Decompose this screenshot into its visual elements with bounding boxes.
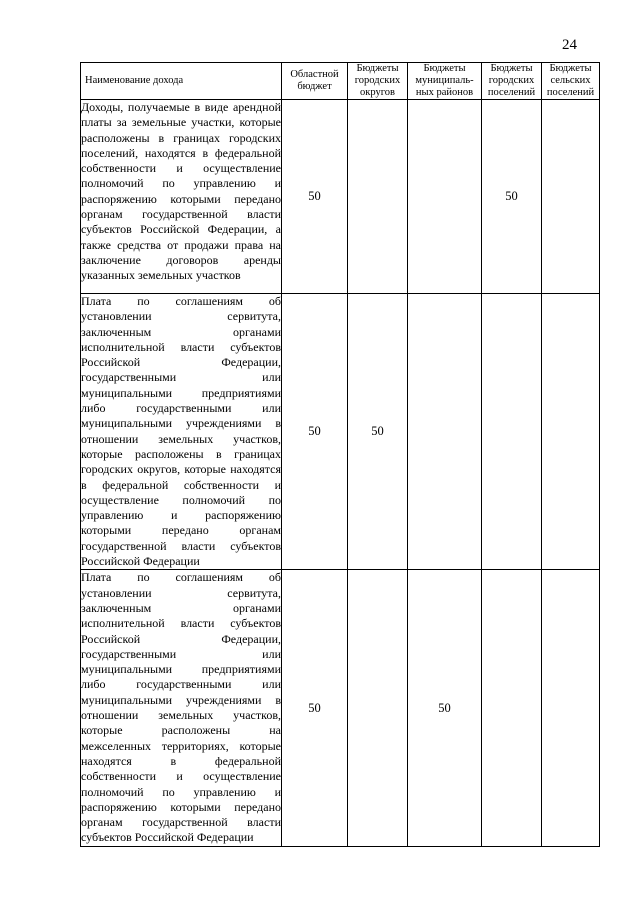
value-cell: 50 <box>482 100 542 294</box>
header-municipal-district-budgets: Бюджеты муниципаль-ных районов <box>408 63 482 100</box>
value-cell: 50 <box>282 100 348 294</box>
header-urban-settlement-budgets: Бюджеты городских поселений <box>482 63 542 100</box>
table-row <box>81 294 600 570</box>
table-row <box>81 570 600 846</box>
value-cell: 50 <box>408 570 482 846</box>
value-cell <box>348 100 408 294</box>
value-cell <box>482 294 542 570</box>
value-cell <box>408 100 482 294</box>
header-regional-budget: Областной бюджет <box>282 63 348 100</box>
value-cell <box>542 570 600 846</box>
income-name-cell: Плата по соглашениям об установлении сервитута, заключенным органами исполнительной власти субъектов Российской Федерации, государственными или муниципальными предприятиями либо государственными или муниципальными учреждениями в отношении земельных участков, которые расположены на межселенных территориях, которые находятся в федеральной собственности и осуществление полномочий по управлению и распоряжению которыми передано органам государственной власти субъектов Российской Федерации <box>81 570 281 845</box>
value-cell <box>408 294 482 570</box>
income-distribution-table <box>80 62 600 847</box>
header-income-name: Наименование дохода <box>81 63 282 100</box>
value-cell <box>542 100 600 294</box>
header-rural-settlement-budgets: Бюджеты сельских поселений <box>542 63 600 100</box>
page-number: 24 <box>562 37 577 53</box>
income-name-cell: Плата по соглашениям об установлении сервитута, заключенным органами исполнительной власти субъектов Российской Федерации, государственными или муниципальными предприятиями либо государственными или муниципальными учреждениями в отношении земельных участков, которые расположены в границах городских округов, которые находятся в федеральной собственности и осуществление полномочий по управлению и распоряжению которыми передано органам государственной власти субъектов Российской Федерации <box>81 294 281 569</box>
value-cell <box>542 294 600 570</box>
header-city-district-budgets: Бюджеты городских округов <box>348 63 408 100</box>
value-cell <box>348 570 408 846</box>
value-cell: 50 <box>282 294 348 570</box>
value-cell <box>482 570 542 846</box>
table-row <box>81 100 600 294</box>
income-name-cell: Доходы, получаемые в виде арендной платы за земельные участки, которые расположены в границах городских поселений, находятся в федеральной собственности и осуществление полномочий по управлению и распоряжению которыми передано органам государственной власти субъектов Российской Федерации, а также средства от продажи права на заключение договоров аренды указанных земельных участков <box>81 100 282 294</box>
table-header-row <box>81 63 600 100</box>
value-cell: 50 <box>348 294 408 570</box>
value-cell: 50 <box>282 570 348 846</box>
